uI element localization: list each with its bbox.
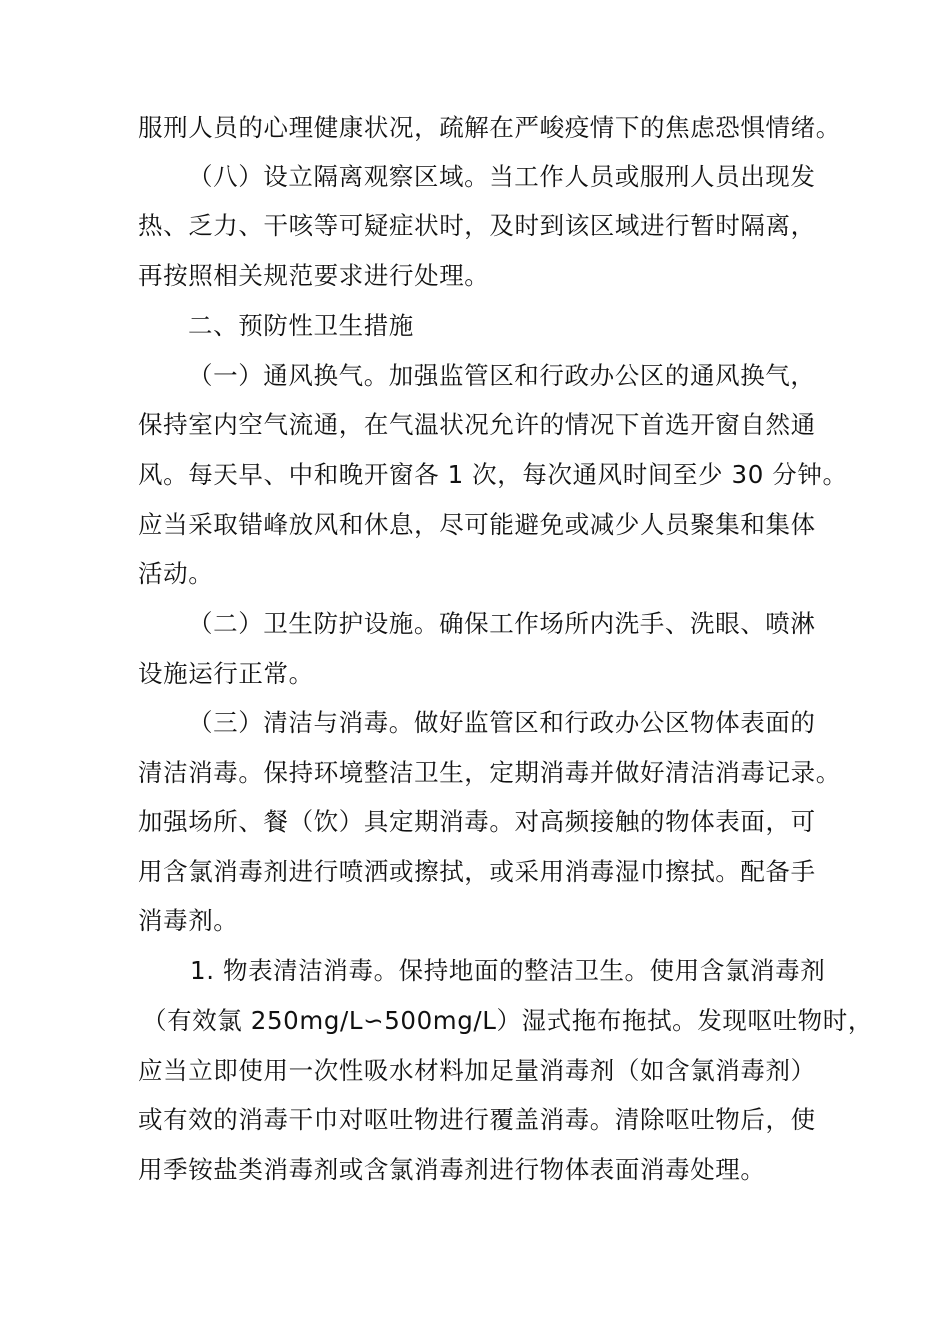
paragraph-line: 清洁消毒。保持环境整洁卫生，定期消毒并做好清洁消毒记录。 — [138, 758, 841, 787]
paragraph-line: 用季铵盐类消毒剂或含氯消毒剂进行物体表面消毒处理。 — [138, 1155, 766, 1184]
paragraph-line: （有效氯 250mg/L∽500mg/L）湿式拖布拖拭。发现呕吐物时， — [142, 1006, 873, 1035]
paragraph-line: 风。每天早、中和晚开窗各 1 次，每次通风时间至少 30 分钟。 — [138, 460, 848, 489]
paragraph-line: 消毒剂。 — [138, 906, 239, 935]
paragraph-line: 活动。 — [138, 559, 214, 588]
paragraph-line: （三）清洁与消毒。做好监管区和行政办公区物体表面的 — [188, 708, 816, 737]
paragraph-line: 应当立即使用一次性吸水材料加足量消毒剂（如含氯消毒剂） — [138, 1056, 816, 1085]
paragraph-line: 加强场所、餐（饮）具定期消毒。对高频接触的物体表面，可 — [138, 807, 816, 836]
paragraph-line: （二）卫生防护设施。确保工作场所内洗手、洗眼、喷淋 — [188, 609, 816, 638]
paragraph-line: 或有效的消毒干巾对呕吐物进行覆盖消毒。清除呕吐物后，使 — [138, 1105, 816, 1134]
paragraph-line: 应当采取错峰放风和休息，尽可能避免或减少人员聚集和集体 — [138, 510, 816, 539]
paragraph-line: 服刑人员的心理健康状况，疏解在严峻疫情下的焦虑恐惧情绪。 — [138, 113, 841, 142]
paragraph-line: （八）设立隔离观察区域。当工作人员或服刑人员出现发 — [188, 162, 816, 191]
numbered-item-line: 1. 物表清洁消毒。保持地面的整洁卫生。使用含氯消毒剂 — [190, 956, 826, 985]
paragraph-line: 设施运行正常。 — [138, 659, 314, 688]
paragraph-line: （一）通风换气。加强监管区和行政办公区的通风换气， — [188, 361, 816, 390]
section-heading: 二、预防性卫生措施 — [188, 311, 414, 340]
paragraph-line: 再按照相关规范要求进行处理。 — [138, 261, 490, 290]
paragraph-line: 保持室内空气流通，在气温状况允许的情况下首选开窗自然通 — [138, 410, 816, 439]
paragraph-line: 热、乏力、干咳等可疑症状时，及时到该区域进行暂时隔离， — [138, 211, 816, 240]
paragraph-line: 用含氯消毒剂进行喷洒或擦拭，或采用消毒湿巾擦拭。配备手 — [138, 857, 816, 886]
